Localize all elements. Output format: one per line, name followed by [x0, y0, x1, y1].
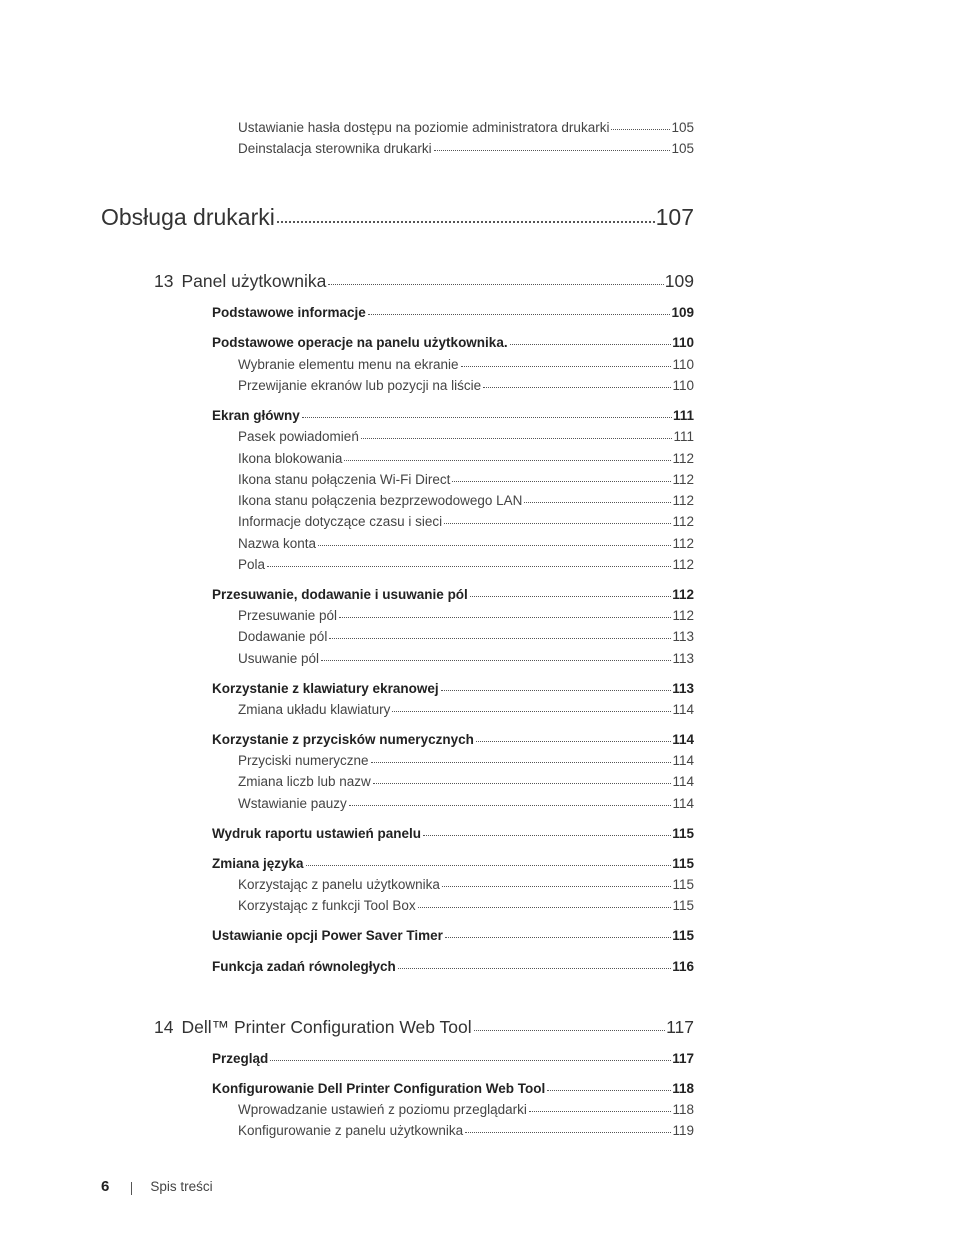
toc-entry-title: Przegląd — [212, 1051, 269, 1066]
toc-entry-title: Konfigurowanie Dell Printer Configuration Web Tool — [212, 1081, 546, 1096]
toc-entry-title: Dodawanie pól — [238, 629, 328, 644]
toc-entry[interactable] — [238, 753, 694, 771]
dot-leader — [392, 711, 671, 712]
toc-entry-page: 118 — [672, 1081, 694, 1096]
toc-entry[interactable] — [238, 557, 694, 575]
toc-entry[interactable] — [238, 1102, 694, 1120]
toc-section[interactable] — [212, 587, 694, 605]
toc-entry-page: 115 — [672, 928, 694, 943]
dot-leader — [306, 865, 672, 866]
toc-entry-title: Panel użytkownika — [181, 271, 327, 291]
dot-leader — [329, 638, 671, 639]
toc-section[interactable] — [212, 959, 694, 977]
toc-entry-page: 114 — [672, 796, 694, 811]
toc-entry-title: Przewijanie ekranów lub pozycji na liście — [238, 378, 482, 393]
dot-leader — [418, 907, 672, 908]
dot-leader — [318, 545, 671, 546]
toc-entry-title: Informacje dotyczące czasu i sieci — [238, 514, 443, 529]
dot-leader — [445, 937, 671, 938]
dot-leader — [547, 1090, 671, 1091]
toc-entry-page: 114 — [672, 753, 694, 768]
dot-leader — [361, 438, 673, 439]
dot-leader — [344, 460, 671, 461]
toc-entry-page: 105 — [671, 120, 694, 135]
toc-entry-page: 112 — [672, 451, 694, 466]
dot-leader — [302, 417, 672, 418]
toc-entry-page: 117 — [672, 1051, 694, 1066]
toc-entry-title: Wybranie elementu menu na ekranie — [238, 357, 459, 372]
toc-section[interactable] — [212, 856, 694, 874]
toc-entry-title: Korzystając z panelu użytkownika — [238, 877, 440, 892]
toc-entry[interactable] — [238, 141, 694, 159]
toc-entry[interactable] — [238, 378, 694, 396]
toc-entry-title: Ustawianie hasła dostępu na poziomie administratora drukarki — [238, 120, 610, 135]
toc-entry-title: Podstawowe operacje na panelu użytkownika. — [212, 335, 508, 350]
toc-entry-page: 112 — [672, 514, 694, 529]
footer-divider — [131, 1182, 132, 1195]
toc-entry-page: 114 — [672, 732, 694, 747]
toc-entry-title: Zmiana układu klawiatury — [238, 702, 391, 717]
dot-leader — [339, 617, 671, 618]
toc-entry-title: Korzystając z funkcji Tool Box — [238, 898, 416, 913]
toc-entry-title: Przyciski numeryczne — [238, 753, 369, 768]
dot-leader — [470, 596, 671, 597]
dot-leader — [452, 481, 671, 482]
toc-entry[interactable] — [238, 608, 694, 626]
toc-section[interactable] — [212, 732, 694, 750]
toc-chapter-heading[interactable] — [154, 1017, 694, 1041]
toc-entry-page: 112 — [672, 557, 694, 572]
toc-entry-title: Wydruk raportu ustawień panelu — [212, 826, 422, 841]
chapter-number: 13 — [154, 271, 174, 291]
toc-entry-title: Zmiana liczb lub nazw — [238, 774, 371, 789]
toc-entry-title: Zmiana języka — [212, 856, 304, 871]
toc-chapter-heading[interactable] — [154, 271, 694, 295]
toc-entry[interactable] — [238, 472, 694, 490]
toc-entry-page: 119 — [672, 1123, 694, 1138]
toc-entry[interactable] — [238, 514, 694, 532]
dot-leader — [277, 221, 655, 223]
dot-leader — [371, 762, 672, 763]
toc-entry[interactable] — [238, 451, 694, 469]
toc-entry-page: 115 — [672, 877, 694, 892]
toc-entry-page: 107 — [655, 204, 694, 230]
chapter-number: 14 — [154, 1017, 174, 1037]
dot-leader — [476, 741, 671, 742]
dot-leader — [611, 129, 670, 130]
toc-entry-title: Ikona stanu połączenia Wi-Fi Direct — [238, 472, 451, 487]
toc-section[interactable] — [212, 928, 694, 946]
toc-entry-title: Funkcja zadań równoległych — [212, 959, 396, 974]
toc-entry-title: Nazwa konta — [238, 536, 317, 551]
toc-entry-title: Konfigurowanie z panelu użytkownika — [238, 1123, 464, 1138]
toc-entry-title: Przesuwanie, dodawanie i usuwanie pól — [212, 587, 468, 602]
toc-section[interactable] — [212, 408, 694, 426]
dot-leader — [321, 660, 671, 661]
toc-section[interactable] — [212, 681, 694, 699]
dot-leader — [441, 690, 672, 691]
dot-leader — [373, 783, 672, 784]
toc-entry-page: 113 — [672, 681, 694, 696]
dot-leader — [444, 523, 671, 524]
toc-entry-page: 112 — [672, 493, 694, 508]
toc-entry-page: 112 — [672, 472, 694, 487]
toc-entry-page: 112 — [672, 536, 694, 551]
toc-entry-page: 115 — [672, 826, 694, 841]
toc-entry-page: 111 — [672, 408, 694, 423]
toc-entry-page: 113 — [672, 629, 694, 644]
toc-entry-page: 112 — [672, 608, 694, 623]
toc-entry-title: Deinstalacja sterownika drukarki — [238, 141, 432, 156]
toc-entry-title: Podstawowe informacje — [212, 305, 366, 320]
toc-entry-page: 118 — [672, 1102, 694, 1117]
toc-entry-page: 109 — [671, 305, 694, 320]
toc-entry-title: Korzystanie z przycisków numerycznych — [212, 732, 474, 747]
toc-entry[interactable] — [238, 629, 694, 647]
dot-leader — [465, 1132, 671, 1133]
toc-entry[interactable] — [238, 357, 694, 375]
toc-entry-page: 113 — [672, 651, 694, 666]
toc-entry-page: 117 — [666, 1017, 694, 1037]
toc-entry-title: Ikona blokowania — [238, 451, 343, 466]
toc-entry-title: Ustawianie opcji Power Saver Timer — [212, 928, 443, 943]
toc-entry-title: Ikona stanu połączenia bezprzewodowego LAN — [238, 493, 523, 508]
toc-entry-page: 105 — [671, 141, 694, 156]
toc-section[interactable] — [212, 305, 694, 323]
dot-leader — [270, 1060, 671, 1061]
toc-entry[interactable] — [238, 877, 694, 895]
toc-section[interactable] — [212, 335, 694, 353]
toc-section[interactable] — [212, 1081, 694, 1099]
dot-leader — [328, 284, 663, 285]
toc-entry-title: Wprowadzanie ustawień z poziomu przeglądarki — [238, 1102, 527, 1117]
toc-entry[interactable] — [238, 796, 694, 814]
toc-entry-title: Pasek powiadomień — [238, 429, 359, 444]
toc-entry-title: Usuwanie pól — [238, 651, 320, 666]
dot-leader — [461, 366, 672, 367]
dot-leader — [434, 150, 671, 151]
toc-entry[interactable] — [238, 536, 694, 554]
toc-entry-title: Korzystanie z klawiatury ekranowej — [212, 681, 439, 696]
page-footer — [101, 1178, 213, 1198]
toc-section[interactable] — [212, 1051, 694, 1069]
toc-entry-title: Wstawianie pauzy — [238, 796, 347, 811]
toc-entry[interactable] — [238, 774, 694, 792]
toc-entry-page: 115 — [672, 856, 694, 871]
toc-entry[interactable] — [238, 429, 694, 447]
toc-entry-page: 114 — [672, 702, 694, 717]
dot-leader — [524, 502, 671, 503]
toc-section[interactable] — [212, 826, 694, 844]
toc-entry-page: 114 — [672, 774, 694, 789]
toc-entry-page: 110 — [672, 335, 694, 350]
dot-leader — [529, 1111, 672, 1112]
dot-leader — [483, 387, 671, 388]
dot-leader — [368, 314, 671, 315]
toc-entry[interactable] — [238, 898, 694, 916]
toc-entry[interactable] — [238, 120, 694, 138]
toc-entry-page: 112 — [672, 587, 694, 602]
toc-entry-page: 110 — [672, 357, 694, 372]
dot-leader — [423, 835, 671, 836]
toc-entry-title: Dell™ Printer Configuration Web Tool — [181, 1017, 472, 1037]
footer-section-title: Spis treści — [150, 1179, 213, 1194]
toc-entry-page: 110 — [672, 378, 694, 393]
toc-entry-page: 115 — [672, 898, 694, 913]
toc-entry-title: Pola — [238, 557, 266, 572]
toc-entry-title: Obsługa drukarki — [101, 204, 275, 230]
dot-leader — [349, 805, 672, 806]
dot-leader — [267, 566, 671, 567]
toc-entry-title: Ekran główny — [212, 408, 300, 423]
toc-entry[interactable] — [238, 651, 694, 669]
toc-part-heading[interactable] — [101, 204, 694, 234]
toc-entry[interactable] — [238, 493, 694, 511]
toc-entry-page: 109 — [664, 271, 694, 291]
dot-leader — [510, 344, 672, 345]
toc-entry[interactable] — [238, 702, 694, 720]
toc-entry-page: 116 — [672, 959, 694, 974]
toc-entry[interactable] — [238, 1123, 694, 1141]
dot-leader — [474, 1030, 665, 1031]
toc-entry-title: Przesuwanie pól — [238, 608, 338, 623]
dot-leader — [398, 968, 671, 969]
toc-entry-page: 111 — [673, 429, 694, 444]
dot-leader — [442, 886, 672, 887]
page-number: 6 — [101, 1178, 110, 1195]
